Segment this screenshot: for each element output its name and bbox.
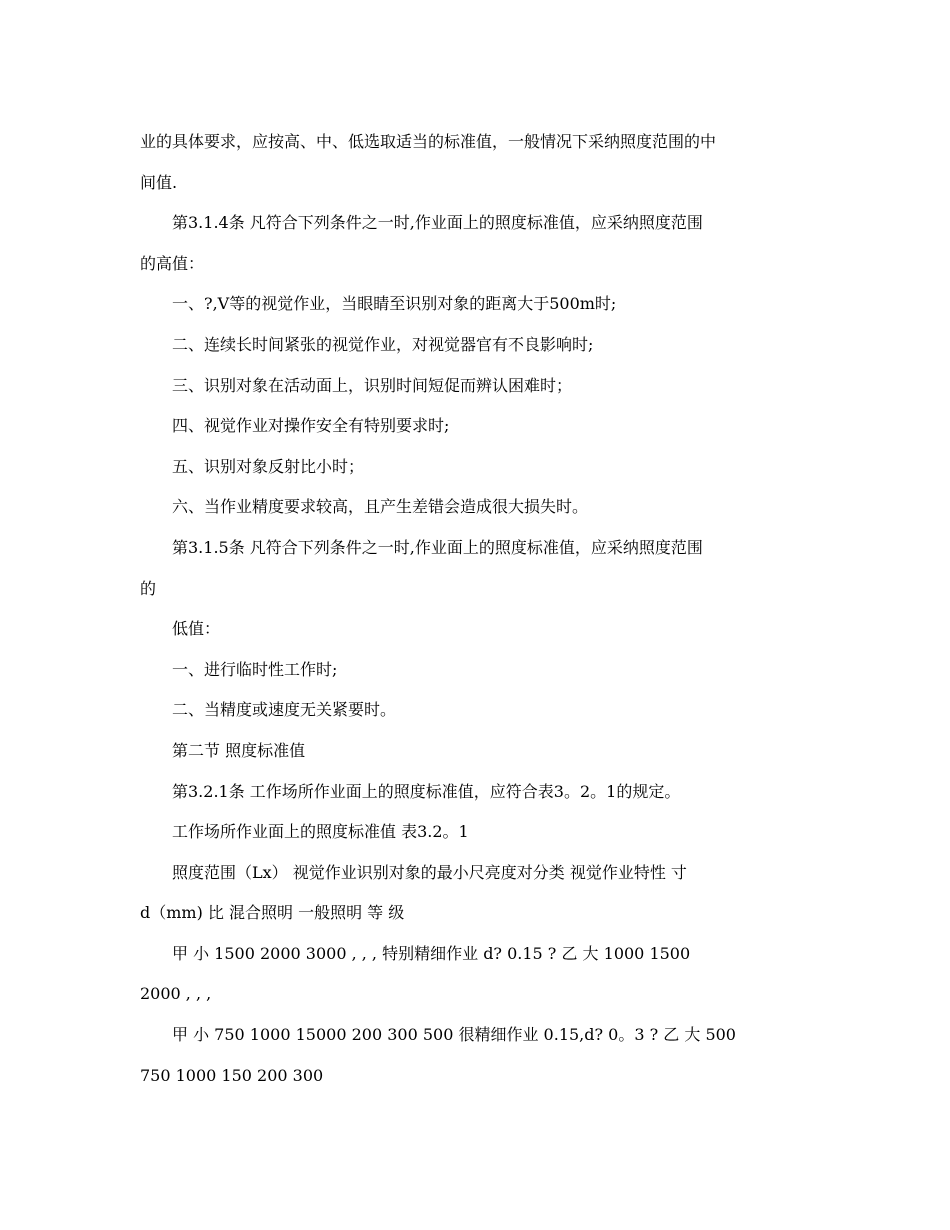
- text-line: 第3.2.1条 工作场所作业面上的照度标准值，应符合表3。2。1的规定。: [172, 781, 681, 801]
- text-line: 的: [140, 578, 157, 598]
- text-line: 低值：: [172, 619, 221, 639]
- text-line: 二、连续长时间紧张的视觉作业，对视觉器官有不良影响时;: [172, 334, 594, 354]
- text-line: 750 1000 150 200 300: [140, 1065, 324, 1085]
- text-line: 一、进行临时性工作时;: [172, 659, 338, 679]
- text-line: 2000 , , ,: [140, 984, 212, 1004]
- text-line: 四、视觉作业对操作安全有特别要求时;: [172, 416, 450, 436]
- text-line: 第3.1.5条 凡符合下列条件之一时,作业面上的照度标准值，应采纳照度范围: [172, 537, 703, 557]
- text-line: 业的具体要求，应按高、中、低选取适当的标准值，一般情况下采纳照度范围的中: [140, 132, 717, 151]
- text-line: 三、识别对象在活动面上，识别时间短促而辨认困难时；: [172, 375, 573, 395]
- text-line: 工作场所作业面上的照度标准值 表3.2。1: [172, 822, 469, 842]
- text-line: 甲 小 750 1000 15000 200 300 500 很精细作业 0.15,d? 0。3 ? 乙 大 500: [172, 1025, 736, 1045]
- text-line: d（mm) 比 混合照明 一般照明 等 级: [140, 903, 405, 923]
- text-line: 甲 小 1500 2000 3000 , , , 特别精细作业 d? 0.15 ? 乙 大 1000 1500: [172, 943, 691, 963]
- text-line: 五、识别对象反射比小时；: [172, 456, 365, 476]
- text-line: 的高值：: [140, 253, 205, 273]
- text-line: 一、?,V等的视觉作业，当眼睛至识别对象的距离大于500m时;: [172, 294, 617, 314]
- text-line: 第二节 照度标准值: [172, 740, 306, 760]
- text-line: 第3.1.4条 凡符合下列条件之一时,作业面上的照度标准值，应采纳照度范围: [172, 213, 703, 233]
- text-line: 六、当作业精度要求较高，且产生差错会造成很大损失时。: [172, 497, 589, 517]
- text-line: 二、当精度或速度无关紧要时。: [172, 700, 397, 720]
- text-line: 间值.: [140, 172, 178, 192]
- text-line: 照度范围（Lx） 视觉作业识别对象的最小尺亮度对分类 视觉作业特性 寸: [172, 862, 687, 882]
- document-body: [140, 122, 820, 1096]
